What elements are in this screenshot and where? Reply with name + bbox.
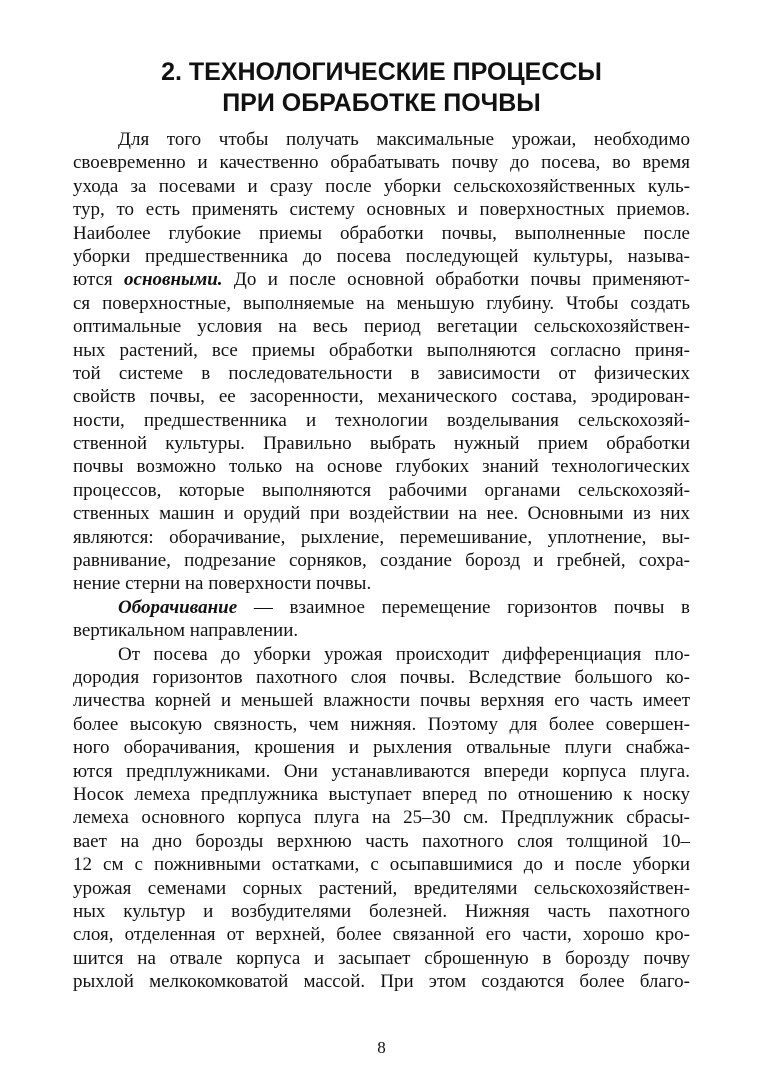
text-line: ственной культуры. Правильно выбрать нужный прием обработки bbox=[73, 433, 690, 455]
text-line: нение стерни на поверхности почвы. bbox=[73, 573, 372, 595]
text-line: слоя, отделенная от верхней, более связанной его части, хорошо кро- bbox=[73, 924, 690, 946]
text-line: рыхлой мелкокомковатой массой. При этом создаются более благо- bbox=[73, 971, 690, 993]
text-fragment: — взаимное перемещение горизонтов почвы в bbox=[253, 596, 690, 618]
text-line: От посева до уборки урожая происходит дифференциация пло- bbox=[118, 643, 690, 665]
text-line: личества корней и меньшей влажности почвы верхняя его часть имеет bbox=[73, 690, 690, 712]
text-line: дородия горизонтов пахотного слоя почвы. Вследствие большого ко- bbox=[73, 666, 690, 688]
text-line: ются предплужниками. Они устанавливаются впереди корпуса плуга. bbox=[73, 760, 690, 782]
title-line-1: 2. ТЕХНОЛОГИЧЕСКИЕ ПРОЦЕССЫ bbox=[161, 58, 602, 86]
text-line: урожая семенами сорных растений, вредителями сельскохозяйствен- bbox=[73, 877, 690, 899]
text-line: Для того чтобы получать максимальные урожаи, необходимо bbox=[118, 129, 690, 150]
text-line: ности, предшественника и технологии возделывания сельскохозяй- bbox=[73, 409, 690, 431]
text-line: вает на дно борозды верхнюю часть пахотного слоя толщиной 10– bbox=[73, 830, 690, 852]
body-text bbox=[73, 128, 690, 993]
text-line: шится на отвале корпуса и засыпает сброшенную в борозду почву bbox=[73, 947, 690, 969]
text-line: вертикальном направлении. bbox=[73, 620, 299, 642]
page-title bbox=[0, 57, 763, 119]
term-oborachivanie: Оборачивание bbox=[118, 596, 238, 618]
text-line: лемеха основного корпуса плуга на 25–30 см. Предплужник сбрасы- bbox=[73, 807, 690, 829]
term-osnovnymi: основными. bbox=[124, 269, 223, 291]
text-line: ственных машин и орудий при воздействии на нее. Основными из них bbox=[73, 503, 690, 525]
text-line: ного оборачивания, крошения и рыхления отвальные плуги снабжа- bbox=[73, 737, 690, 759]
text-line: оптимальные условия на весь период вегетации сельскохозяйствен- bbox=[73, 316, 690, 338]
text-line: 12 см с пожнивными остатками, с осыпавшимися до и после уборки bbox=[73, 854, 690, 876]
text-line: более высокую связность, чем нижняя. Поэтому для более совершен- bbox=[73, 713, 690, 735]
text-line: ся поверхностные, выполняемые на меньшую глубину. Чтобы создать bbox=[73, 292, 690, 314]
text-fragment: ются bbox=[73, 269, 113, 291]
text-line: Носок лемеха предплужника выступает вперед по отношению к носку bbox=[73, 783, 690, 805]
text-line: почвы возможно только на основе глубоких знаний технологических bbox=[73, 456, 690, 478]
text-line: ных растений, все приемы обработки выполняются согласно приня- bbox=[73, 339, 690, 361]
text-line: тур, то есть применять систему основных и поверхностных приемов. bbox=[73, 199, 690, 221]
text-fragment: До и после основной обработки почвы применяют- bbox=[233, 269, 690, 291]
page-number: 8 bbox=[377, 1038, 386, 1057]
text-line: являются: оборачивание, рыхление, перемешивание, уплотнение, вы- bbox=[73, 526, 690, 548]
text-line-with-term bbox=[73, 596, 690, 619]
text-line: ных культур и возбудителями болезней. Нижняя часть пахотного bbox=[73, 900, 690, 922]
text-line: той системе в последовательности в зависимости от физических bbox=[73, 362, 690, 384]
text-line-with-term bbox=[73, 268, 690, 291]
text-line: равнивание, подрезание сорняков, создание борозд и гребней, сохра- bbox=[73, 550, 690, 572]
text-line: процессов, которые выполняются рабочими органами сельскохозяй- bbox=[73, 479, 690, 501]
text-line: ухода за посевами и сразу после уборки сельскохозяйственных куль- bbox=[73, 175, 690, 197]
text-line: своевременно и качественно обрабатывать почву до посева, во время bbox=[73, 152, 690, 174]
title-line-2: ПРИ ОБРАБОТКЕ ПОЧВЫ bbox=[222, 89, 541, 117]
text-line: Наиболее глубокие приемы обработки почвы, выполненные после bbox=[73, 222, 690, 244]
text-line: уборки предшественника до посева последующей культуры, называ- bbox=[73, 245, 690, 267]
text-line: свойств почвы, ее засоренности, механического состава, эродирован- bbox=[73, 386, 690, 408]
